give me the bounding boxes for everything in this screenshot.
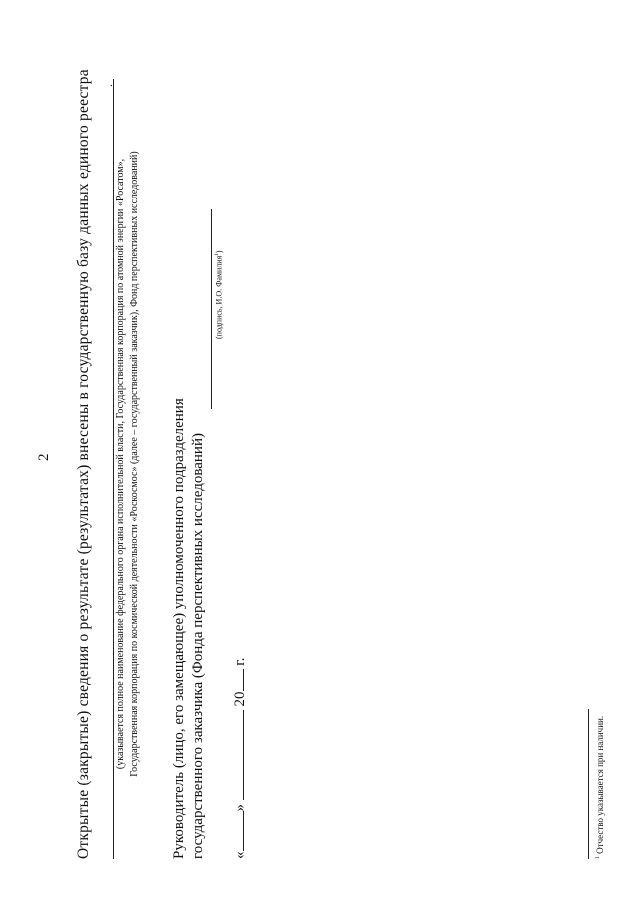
date-close-quote: » (232, 804, 248, 812)
month-blank (229, 710, 244, 800)
date-open-quote: « (232, 851, 248, 859)
footnote-mark: 1 (595, 856, 601, 859)
signature-line (211, 209, 212, 409)
head-title (170, 339, 208, 859)
statement-period: . (101, 84, 115, 87)
customer-note-line-1: (указывается полное наименование федерального органа исполнительной власти, Государственная корпорация по атомной энергии «Росатом», (115, 158, 126, 770)
date-suffix: г. (232, 657, 248, 666)
customer-note (114, 69, 142, 859)
footnote-text: Отчество указывается при наличии. (595, 715, 605, 854)
signature-caption (214, 250, 224, 339)
day-blank (229, 812, 244, 852)
customer-note-line-2: Государственная корпорация по космической деятельности «Роскосмос» (далее – государственный заказчик), Фонд перспективных исследований) (129, 151, 140, 777)
head-title-line-1: Руководитель (лицо, его замещающее) уполномоченного подразделения (171, 398, 187, 859)
footnote (595, 716, 605, 859)
signature-caption-footnote-mark: 1 (214, 253, 220, 256)
signature-caption-end: ) (214, 250, 224, 254)
date-century: 20 (232, 691, 248, 707)
signature-caption-text: (подпись, И.О. Фамилия (214, 255, 224, 339)
page-number: 2 (36, 453, 52, 461)
head-title-line-2: государственного заказчика (Фонда перспективных исследований) (190, 433, 206, 859)
year-blank (229, 670, 244, 692)
registry-statement: Открытые (закрытые) сведения о результате (результатах) внесены в государственную базу данных единого реестра (75, 69, 92, 859)
date-line (229, 658, 249, 859)
footnote-separator (588, 709, 589, 859)
